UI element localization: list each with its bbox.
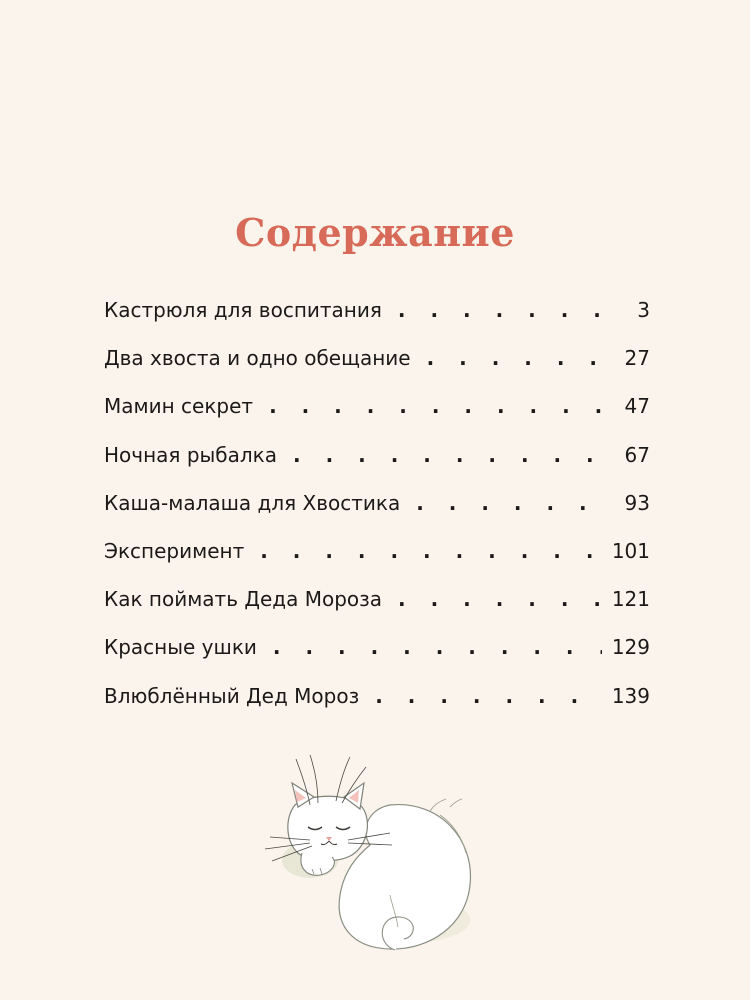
toc-entry-title: Два хвоста и одно обещание [104, 346, 411, 371]
dot-leader [375, 684, 602, 708]
dot-leader [260, 539, 602, 563]
toc-entry [104, 394, 650, 442]
dot-leader [273, 635, 602, 659]
dot-leader [398, 298, 610, 322]
toc-entry-title: Кастрюля для воспитания [104, 298, 382, 322]
toc-entry-page: 139 [611, 683, 650, 708]
toc-entry-title: Мамин секрет [104, 394, 254, 419]
toc-entry-title: Каша-малаша для Хвостика [104, 490, 401, 515]
toc-entry-page: 101 [611, 538, 650, 563]
toc-entry [104, 684, 650, 732]
toc-entry-page: 121 [611, 587, 650, 612]
toc-entry-page: 27 [624, 346, 650, 371]
toc-entry [104, 346, 650, 394]
toc-entry [104, 635, 650, 683]
toc-entry-title: Влюблённый Дед Мороз [104, 683, 360, 708]
toc-entry [104, 443, 650, 491]
page-title: Содержание [235, 210, 515, 255]
dot-leader [293, 443, 610, 467]
toc-entry-title: Ночная рыбалка [104, 442, 278, 467]
toc-entry-page: 47 [624, 394, 650, 419]
sleeping-white-cat-icon [240, 745, 490, 960]
table-of-contents [104, 298, 650, 732]
toc-entry-title: Красные ушки [104, 635, 257, 660]
dot-leader [398, 587, 602, 611]
toc-entry [104, 491, 650, 539]
toc-entry [104, 539, 650, 587]
toc-entry [104, 587, 650, 635]
dot-leader [416, 491, 610, 515]
toc-entry [104, 298, 650, 346]
toc-entry-page: 93 [624, 490, 650, 515]
dot-leader [427, 346, 610, 370]
toc-entry-page: 3 [637, 298, 650, 322]
toc-entry-page: 129 [611, 635, 650, 660]
toc-entry-title: Эксперимент [104, 538, 245, 563]
toc-entry-page: 67 [624, 442, 650, 467]
toc-entry-title: Как поймать Деда Мороза [104, 587, 383, 612]
dot-leader [269, 394, 610, 418]
